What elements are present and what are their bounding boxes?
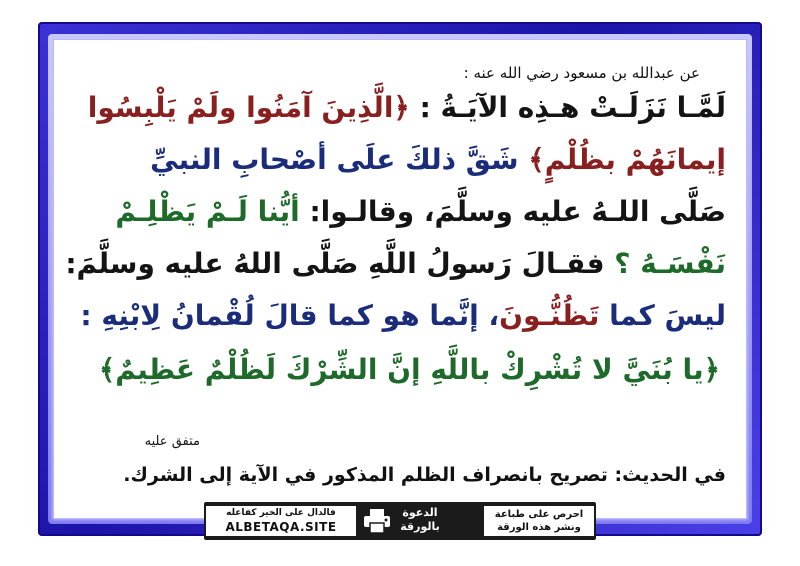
hadith-line-5-part-1: ليسَ كما xyxy=(599,299,726,332)
hadith-line-1-part-1: لَمَّـا نَزَلَـتْ هـذِه الآيَـةُ : xyxy=(409,91,726,124)
hadith-line-4-part-2: فقـالَ رَسولُ اللَّهِ صَلَّى اللهُ عليه وسلَّمَ: xyxy=(65,247,605,280)
hadith-line-4 xyxy=(65,246,726,282)
site-url[interactable]: ALBETAQA.SITE xyxy=(225,520,337,534)
quran-verse-part-2: إيمانَهُمْ بظُلْمٍ﴾ xyxy=(518,143,726,176)
logo-text: الدعوة بالورقة xyxy=(400,506,440,533)
invite-box xyxy=(484,506,594,536)
footer-banner xyxy=(204,502,596,540)
credit-text: فالدال على الخير كفاعله xyxy=(226,508,336,518)
hadith-line-1 xyxy=(88,90,726,126)
hadith-line-3-part-1: صَلَّى اللـهُ عليه وسلَّمَ، وقالـوا: xyxy=(299,195,726,228)
hadith-reference: متفق عليه xyxy=(144,434,200,449)
quran-verse-part-1: ﴿الَّذِينَ آمَنُوا ولَمْ يَلْبِسُوا xyxy=(87,91,410,124)
companions-question-part-1: أيُّنا لَـمْ يَظْلِـمْ xyxy=(115,195,300,228)
hadith-line-2-part-2: شَقَّ ذلكَ علَى أصْحابِ النبيِّ xyxy=(150,143,519,176)
invite-line-1: احرص على طباعة xyxy=(494,509,584,520)
hadith-note: في الحديث: تصريح بانصراف الظلم المذكور في الآية إلى الشرك. xyxy=(123,464,726,486)
hadith-line-2 xyxy=(150,142,726,178)
hadith-line-5 xyxy=(80,298,726,334)
luqman-verse: ﴿يا بُنَيَّ لا تُشْرِكْ باللَّهِ إنَّ الشِّرْكَ لَظُلْمٌ عَظِيمٌ﴾ xyxy=(98,353,720,386)
site-box xyxy=(206,506,356,536)
hadith-line-5-part-2: تَظُنُّـونَ xyxy=(499,299,600,332)
hadith-card xyxy=(60,46,740,512)
hadith-line-5-part-3: ، إنَّما هو كما قالَ لُقْمانُ لِابْنِهِ : xyxy=(80,299,500,332)
narrator-line: عن عبدالله بن مسعود رضي الله عنه : xyxy=(463,64,700,82)
hadith-line-3 xyxy=(115,194,726,230)
printer-icon xyxy=(362,508,392,534)
hadith-line-6 xyxy=(99,352,720,388)
companions-question-part-2: نَفْسَـهُ ؟ xyxy=(604,247,726,280)
invite-line-2: ونشر هذه الورقة xyxy=(497,522,581,533)
